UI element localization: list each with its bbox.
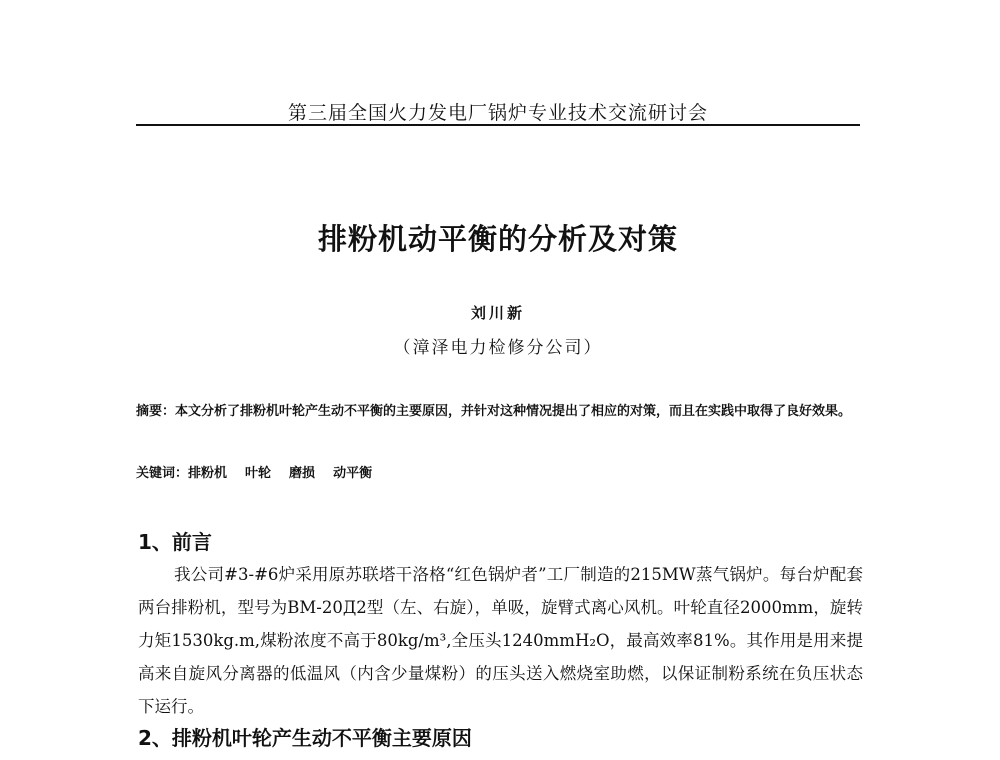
header-divider: [136, 124, 860, 126]
keyword: 叶轮: [245, 466, 272, 481]
section-heading-causes: 2、排粉机叶轮产生动不平衡主要原因: [138, 726, 472, 750]
abstract-label: 摘要：: [136, 404, 176, 419]
keyword: 磨损: [289, 466, 316, 481]
section-body-introduction: 我公司#3-#6炉采用原苏联塔干洛格“红色锅炉者”工厂制造的215MW蒸气锅炉。每台炉配套两台排粉机，型号为BM-20Д2型（左、右旋），单吸，旋臂式离心风机。叶轮直径2000mm，旋转力矩1530kg.m,煤粉浓度不高于80kg/m³,全压头1240mmH₂O，最高效率81%。其作用是用来提高来自旋风分离器的低温风（内含少量煤粉）的压头送入燃烧室助燃，以保证制粉系统在负压状态下运行。: [138, 565, 863, 716]
author-name: 刘川新: [470, 304, 525, 322]
author-affiliation: （漳泽电力检修分公司）: [393, 338, 603, 358]
paper-title: 排粉机动平衡的分析及对策: [317, 222, 678, 256]
keyword: 排粉机: [188, 466, 228, 481]
abstract-text: 本文分析了排粉机叶轮产生动不平衡的主要原因，并针对这种情况提出了相应的对策，而且在实践中取得了良好效果。: [175, 404, 852, 419]
abstract: [136, 396, 858, 427]
keywords: [136, 460, 858, 488]
section-heading-introduction: 1、前言: [138, 530, 212, 554]
keyword: 动平衡: [333, 466, 373, 481]
conference-header: 第三届全国火力发电厂锅炉专业技术交流研讨会: [287, 102, 708, 124]
keywords-label: 关键词：: [136, 466, 189, 481]
